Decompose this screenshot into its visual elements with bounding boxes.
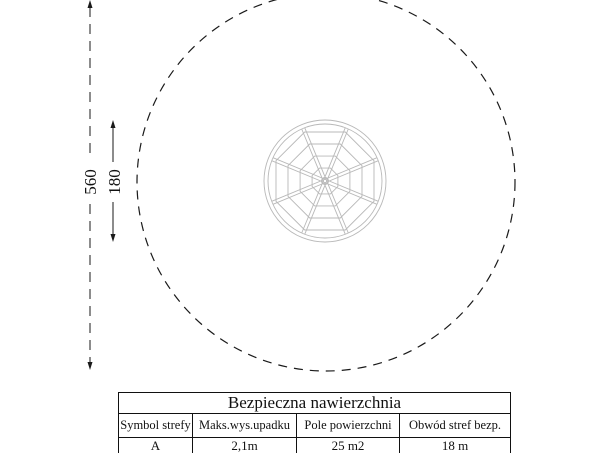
dimension-outer <box>81 0 100 370</box>
web-outer-ring-2 <box>264 120 386 242</box>
dimension-outer-arrow-bottom <box>88 362 93 370</box>
cell-zone-symbol: A <box>119 438 193 453</box>
dimension-inner-label: 180 <box>105 169 124 195</box>
safety-zone-circle <box>137 0 515 371</box>
cell-zone-perimeter: 18 m <box>441 438 469 453</box>
web-ring-3 <box>288 144 362 218</box>
dimension-outer-arrow-top <box>88 0 93 8</box>
web-ring-4 <box>276 132 374 230</box>
header-surface-area: Pole powierzchni <box>297 414 400 437</box>
spider-web-structure <box>264 120 386 242</box>
web-ring-2 <box>300 156 350 206</box>
cell-surface-area: 25 m2 <box>297 438 400 453</box>
table-title: Bezpieczna nawierzchnia <box>119 393 510 414</box>
dimension-outer-label: 560 <box>81 169 100 195</box>
safety-surface-table <box>118 392 511 453</box>
table-row <box>119 438 510 453</box>
header-max-fall-height: Maks.wys.upadku <box>193 414 297 437</box>
table-header-row <box>119 414 510 438</box>
web-hub <box>322 178 329 185</box>
cell-max-fall-height: 2,1m <box>193 438 297 453</box>
web-ring-1 <box>312 168 338 194</box>
header-zone-perimeter: Obwód stref bezp. <box>409 418 501 432</box>
dimension-inner-arrow-bottom <box>111 234 116 242</box>
header-zone-symbol: Symbol strefy <box>119 414 193 437</box>
dimension-inner <box>105 120 124 242</box>
dimension-inner-arrow-top <box>111 120 116 128</box>
web-outer-ring-1 <box>268 124 382 238</box>
